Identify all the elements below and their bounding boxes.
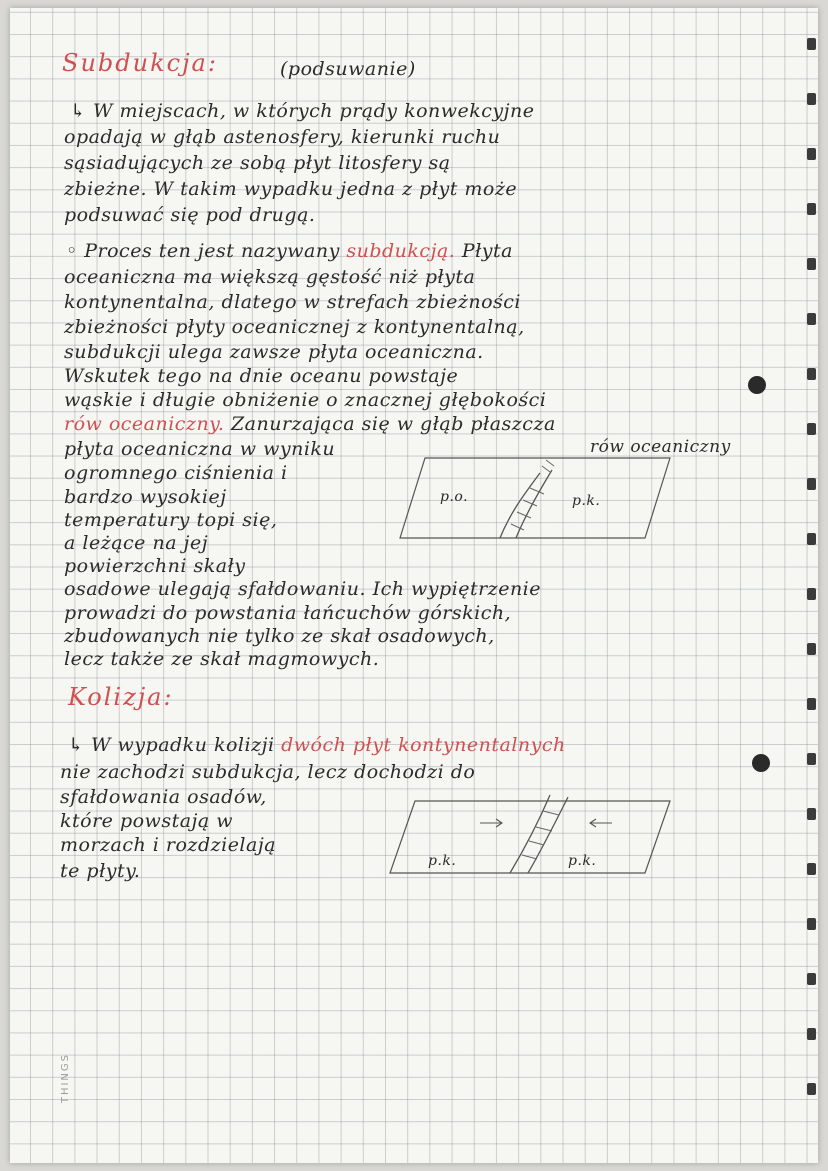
continental-plate-label-left: p.k.: [428, 853, 457, 869]
subduction-term: subdukcją.: [346, 240, 456, 262]
punch-hole: [752, 754, 770, 772]
process-line-tail: Płyta: [455, 240, 514, 262]
process-line: prowadzi do powstania łańcuchów górskich,: [64, 602, 512, 624]
process-line: osadowe ulegają sfałdowaniu. Ich wypiętrzenie: [64, 578, 541, 600]
process-line: płyta oceaniczna w wyniku: [64, 438, 336, 460]
process-line: zbudowanych nie tylko ze skał osadowych,: [64, 625, 495, 647]
process-line: ogromnego ciśnienia i: [64, 462, 288, 484]
punch-hole: [748, 376, 766, 394]
intro-line: podsuwać się pod drugą.: [64, 204, 316, 226]
process-line: Wskutek tego na dnie oceanu powstaje: [64, 365, 459, 387]
notebook-brand: THINGS: [60, 1053, 71, 1104]
continental-plate-label: p.k.: [572, 493, 601, 509]
intro-line: opadają w głąb astenosfery, kierunki ruchu: [64, 126, 501, 148]
spiral-binding: [804, 38, 818, 1118]
oceanic-plate-label: p.o.: [440, 489, 469, 505]
process-line: wąskie i długie obniżenie o znacznej głębokości: [64, 389, 547, 411]
intro-line: ↳ W miejscach, w których prądy konwekcyjne: [70, 100, 535, 122]
process-line-start: ◦ Proces ten jest nazywany: [66, 240, 347, 262]
continental-plate-label-right: p.k.: [568, 853, 597, 869]
process-line: lecz także ze skał magmowych.: [64, 648, 380, 670]
process-line: subdukcji ulega zawsze płyta oceaniczna.: [64, 341, 484, 363]
collision-line: morzach i rozdzielają: [60, 834, 277, 856]
process-line-rest: Zanurzająca się w głąb płaszcza: [224, 413, 556, 435]
trench-term: rów oceaniczny.: [64, 413, 225, 435]
notebook-page: [10, 8, 818, 1163]
collision-heading: Kolizja:: [68, 683, 174, 711]
process-line: temperatury topi się,: [64, 509, 278, 531]
collision-red-term: dwóch płyt kontynentalnych: [281, 734, 566, 756]
trench-label: rów oceaniczny: [590, 437, 731, 457]
collision-line: które powstają w: [60, 810, 234, 832]
process-line: bardzo wysokiej: [64, 486, 227, 508]
process-line: a leżące na jej: [64, 532, 209, 554]
process-line: powierzchni skały: [64, 555, 246, 577]
process-line: kontynentalna, dlatego w strefach zbieżności: [64, 291, 521, 313]
process-line: [64, 413, 556, 435]
collision-line: nie zachodzi subdukcja, lecz dochodzi do: [60, 761, 476, 783]
intro-line: sąsiadujących ze sobą płyt litosfery są: [64, 152, 451, 174]
intro-line: zbieżne. W takim wypadku jedna z płyt może: [64, 178, 518, 200]
subduction-heading-note: (podsuwanie): [280, 58, 416, 80]
collision-diagram: [380, 783, 680, 883]
collision-line: sfałdowania osadów,: [60, 786, 267, 808]
process-line: [66, 240, 513, 262]
subduction-heading: Subdukcja:: [62, 49, 218, 77]
collision-line: [68, 734, 566, 756]
process-line: zbieżności płyty oceanicznej z kontynentalną,: [64, 316, 525, 338]
collision-line: te płyty.: [60, 860, 141, 882]
process-line: oceaniczna ma większą gęstość niż płyta: [64, 266, 476, 288]
collision-line-start: ↳ W wypadku kolizji: [68, 734, 282, 756]
